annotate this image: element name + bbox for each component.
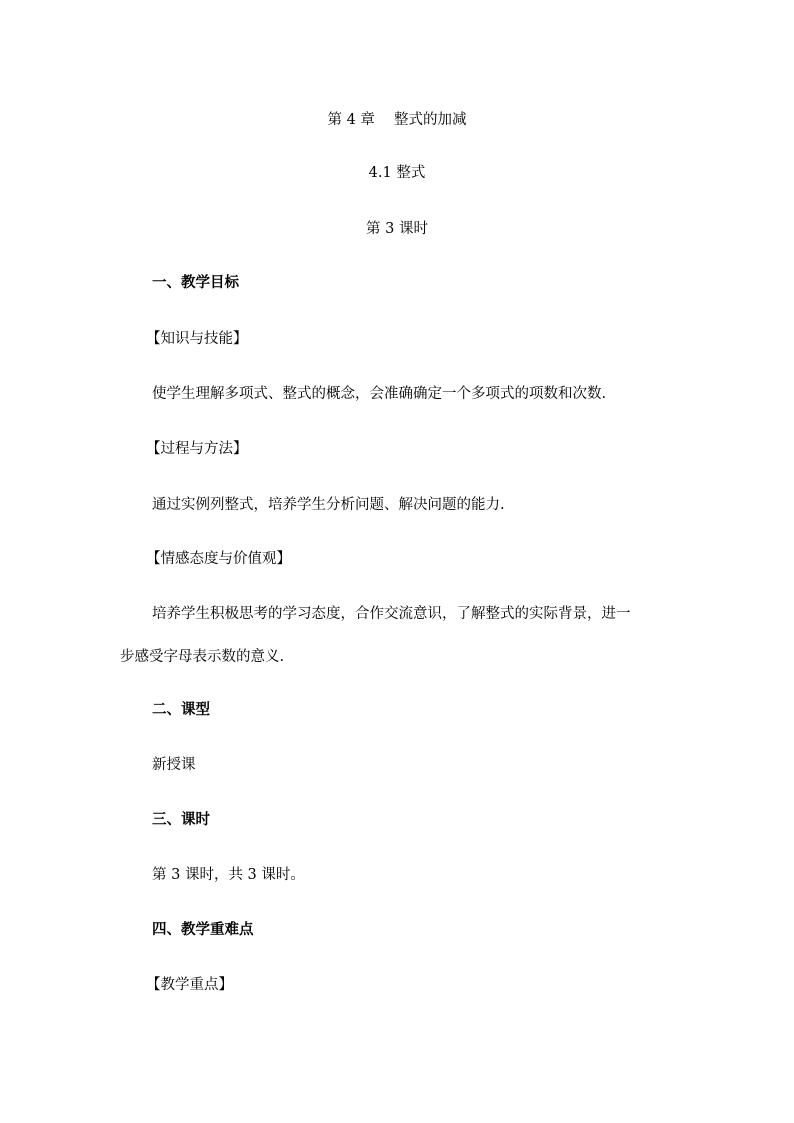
heading-objectives: 一、教学目标 [152,274,239,291]
label-knowledge-skills: 【知识与技能】 [146,331,248,347]
label-attitude-values: 【情感态度与价值观】 [146,551,291,567]
text-class-hours: 第 3 课时，共 3 课时。 [152,867,305,883]
label-process-methods: 【过程与方法】 [146,441,248,457]
text-lesson-type: 新授课 [152,757,196,773]
text-knowledge-skills: 使学生理解多项式、整式的概念，会准确确定一个多项式的项数和次数. [152,386,607,402]
text-attitude-values-line2: 步感受字母表示数的意义. [120,649,285,665]
label-key-points: 【教学重点】 [146,977,233,993]
text-process-methods: 通过实例列整式，培养学生分析问题、解决问题的能力. [152,497,505,513]
chapter-title: 第 4 章 整式的加减 [327,112,467,128]
lesson-title: 第 3 课时 [366,221,428,237]
heading-class-hours: 三、课时 [152,811,210,828]
text-attitude-values-line1: 培养学生积极思考的学习态度，合作交流意识，了解整式的实际背景，进一 [152,606,631,622]
heading-lesson-type: 二、课型 [152,701,210,718]
section-title: 4.1 整式 [368,165,426,181]
heading-key-points: 四、教学重难点 [152,921,254,938]
